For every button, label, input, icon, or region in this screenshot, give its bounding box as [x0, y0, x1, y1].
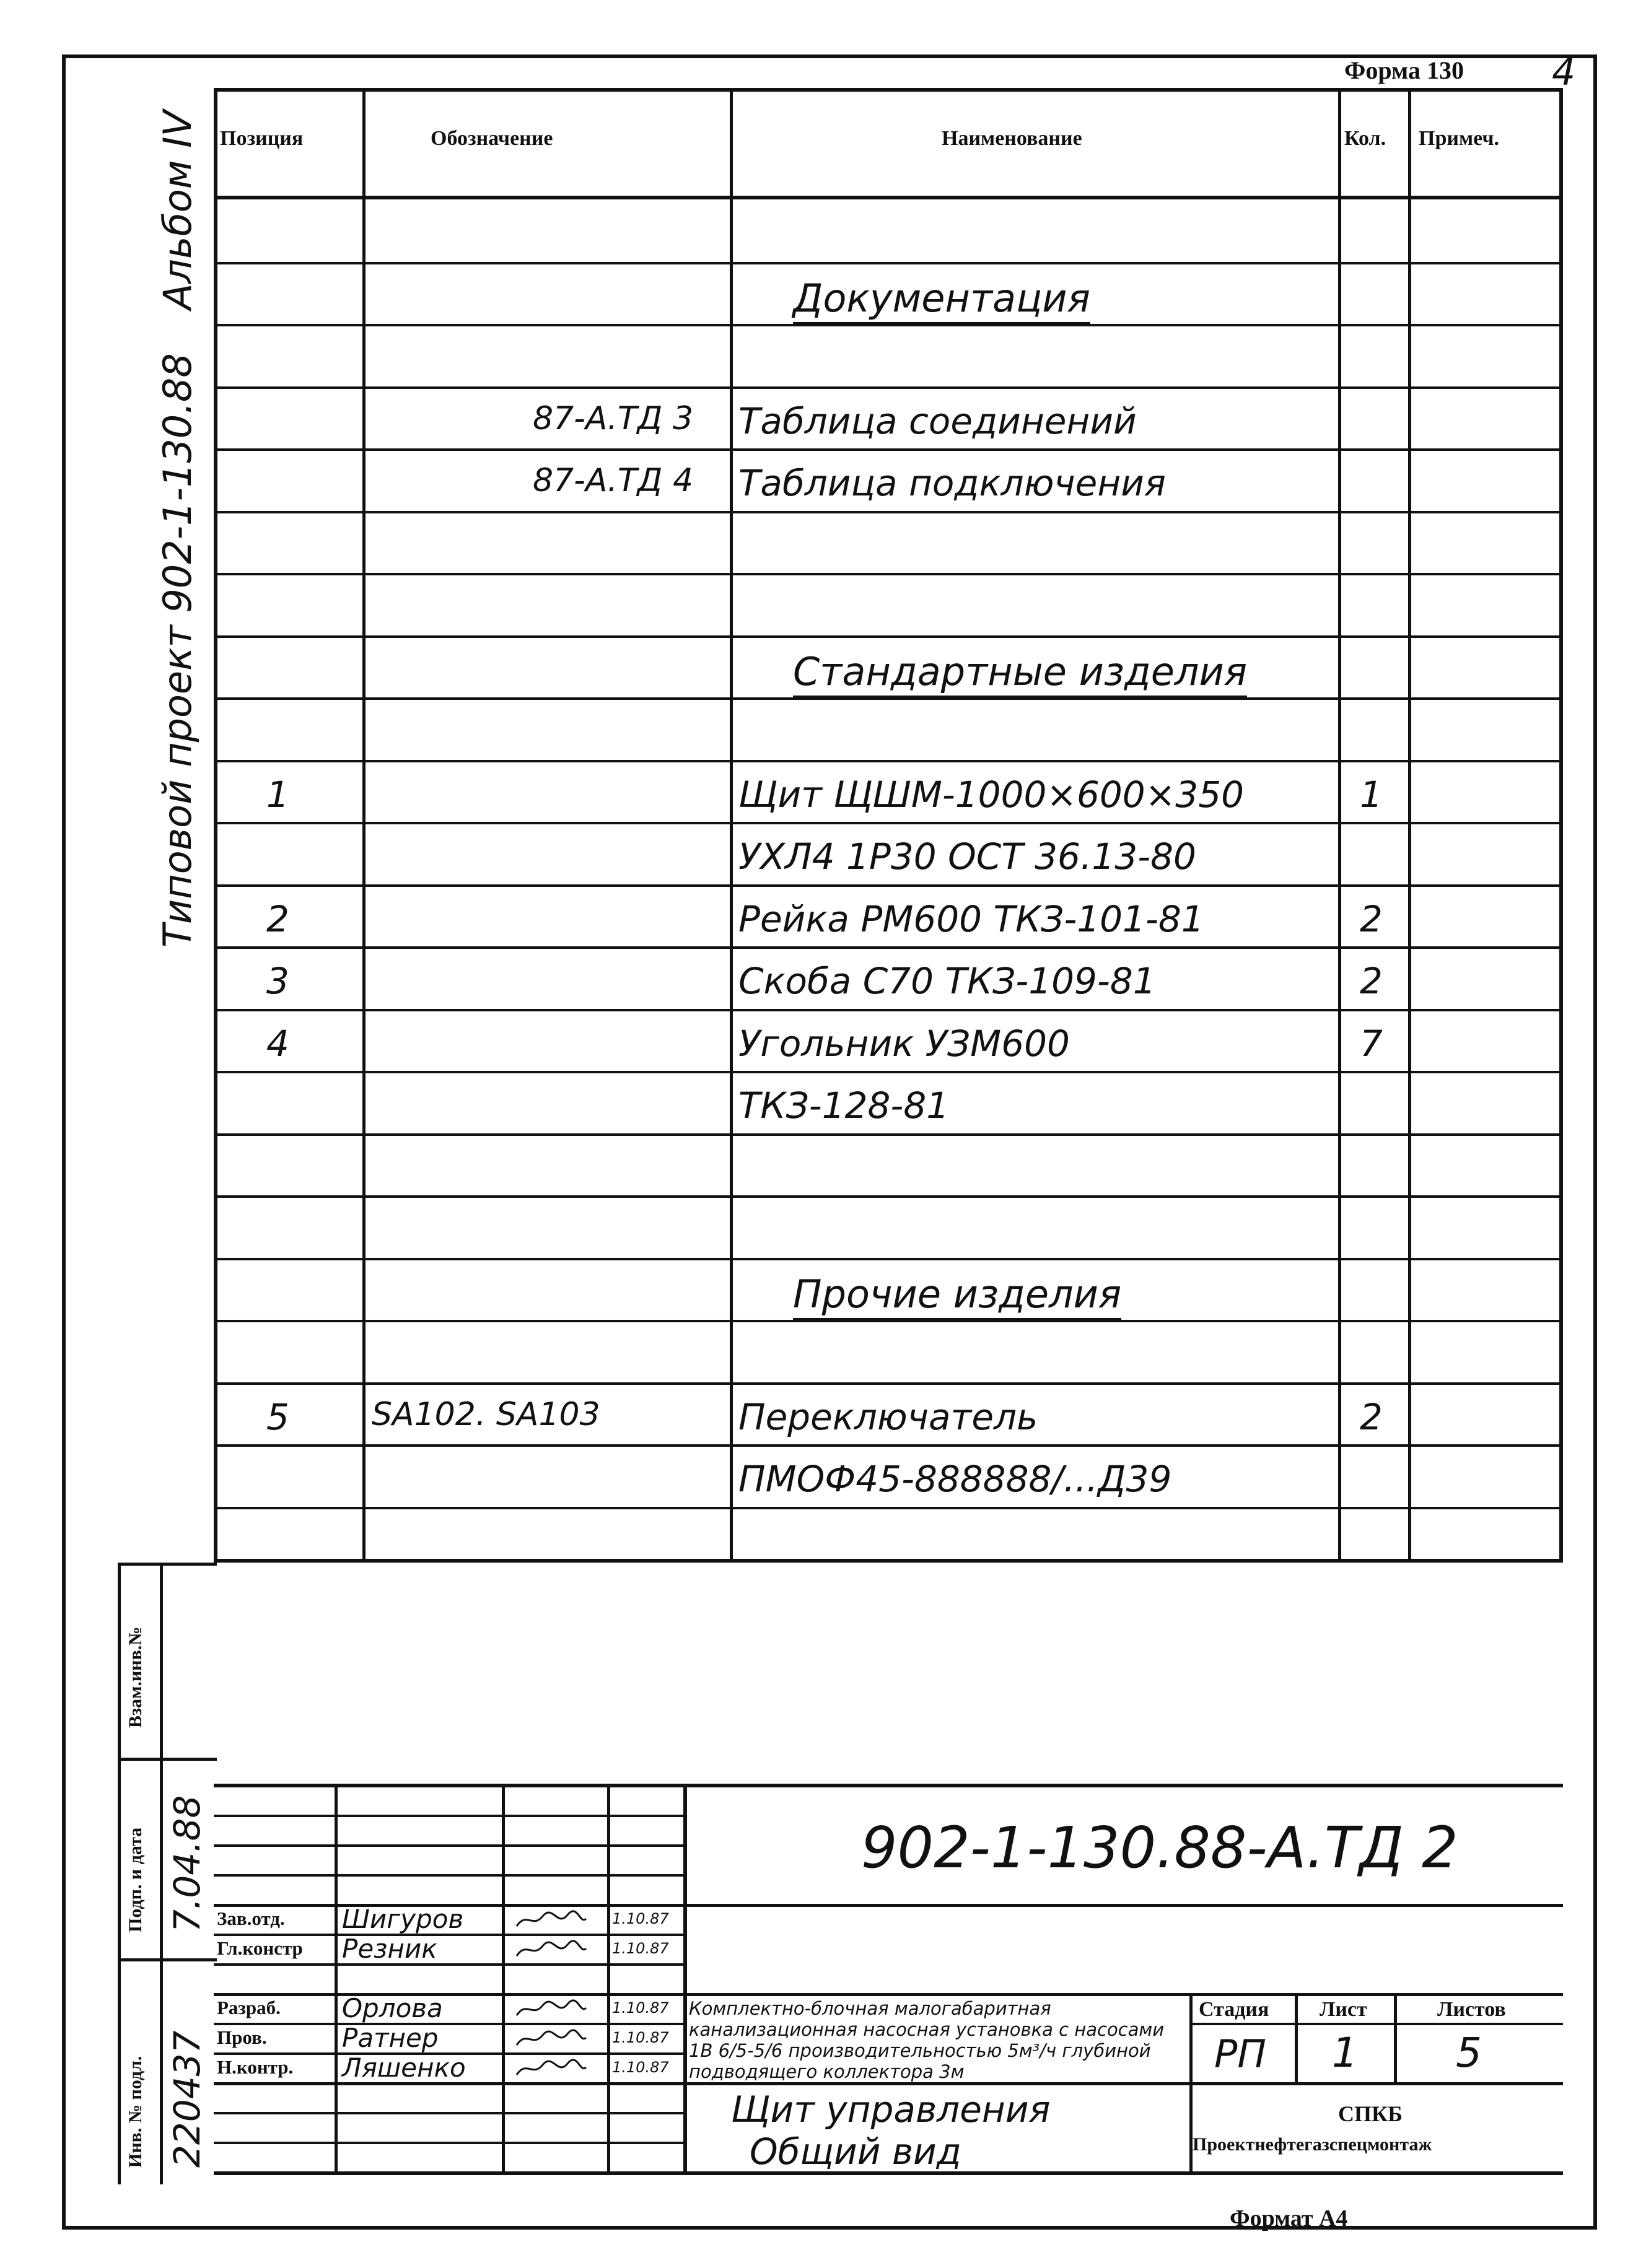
role-surname: Ляшенко [342, 2052, 466, 2083]
col-divider [1338, 88, 1341, 1563]
page-mark: 4 [1552, 51, 1576, 94]
row-divider [214, 635, 1563, 638]
stamp-hline [118, 1958, 217, 1961]
doc-title-line1: Щит управления [731, 2088, 1051, 2131]
col-header-position: Позиция [220, 127, 304, 150]
tb-vline [683, 1784, 687, 2175]
tb-hline [214, 2112, 683, 2114]
section-heading: Стандартные изделия [793, 649, 1247, 698]
sheet-label: Лист [1320, 1998, 1367, 2021]
row-position: 5 [266, 1396, 289, 1438]
row-name: УХЛ4 1Р30 ОСТ 36.13-80 [738, 835, 1196, 878]
role-surname: Резник [342, 1934, 437, 1964]
role-label: Пров. [217, 2026, 267, 2048]
row-divider [214, 1382, 1563, 1385]
role-label: Зав.отд. [217, 1908, 285, 1929]
header-divider [214, 196, 1563, 199]
role-label: Разраб. [217, 1997, 281, 2018]
row-divider [214, 946, 1563, 949]
row-position: 1 [266, 774, 289, 816]
stamp-top [118, 1563, 217, 1566]
tb-hline [214, 1844, 683, 1847]
role-date: 1.10.87 [612, 2059, 669, 2076]
section-heading: Прочие изделия [793, 1271, 1121, 1320]
inv-value: 220437 [166, 2030, 208, 2168]
row-divider [214, 448, 1563, 451]
row-designation: 87-А.ТД 3 [533, 400, 694, 437]
signature-mark [514, 1940, 589, 1960]
stage-label: Стадия [1199, 1998, 1269, 2021]
row-divider [214, 1258, 1563, 1260]
sheets-value: 5 [1456, 2029, 1482, 2077]
row-position: 3 [266, 960, 289, 1002]
row-name: Переключатель [738, 1396, 1038, 1438]
role-date: 1.10.87 [612, 1910, 669, 1927]
tb-hline [214, 1874, 683, 1877]
row-divider [214, 884, 1563, 887]
stamp-divider [160, 1563, 163, 2184]
signature-mark [514, 1910, 589, 1930]
row-name: Рейка РМ600 ТКЗ-101-81 [738, 898, 1204, 940]
tb-vline [1394, 1993, 1397, 2083]
signature-mark [514, 2059, 589, 2078]
col-header-note: Примеч. [1419, 127, 1500, 150]
section-heading: Документация [793, 276, 1090, 325]
role-label: Н.контр. [217, 2056, 294, 2078]
row-divider [214, 1444, 1563, 1447]
org-full-name: Проектнефтегазспецмонтаж [1193, 2134, 1432, 2155]
col-divider [730, 88, 733, 1563]
row-divider [214, 1071, 1563, 1073]
row-position: 4 [266, 1023, 289, 1065]
stage-value: РП [1214, 2031, 1267, 2077]
org-name: СПКБ [1338, 2101, 1403, 2126]
tb-hline [1189, 2023, 1563, 2025]
row-divider [214, 386, 1563, 389]
tb-top [214, 1784, 1563, 1787]
row-divider [214, 1133, 1563, 1136]
stamp-hline [118, 1758, 217, 1761]
col-header-qty: Кол. [1344, 127, 1386, 150]
row-divider [214, 822, 1563, 824]
row-divider [214, 1009, 1563, 1011]
inv-label: Инв. № подл. [125, 2056, 146, 2168]
tb-hline [214, 2142, 683, 2144]
row-designation: 87-А.ТД 4 [533, 462, 694, 499]
tb-vline [502, 1784, 505, 2175]
row-qty: 2 [1360, 960, 1383, 1002]
row-name: ТКЗ-128-81 [738, 1084, 950, 1127]
row-divider [214, 1195, 1563, 1198]
row-designation: SA102. SA103 [372, 1396, 600, 1433]
row-position: 2 [266, 898, 289, 940]
doc-title-line2: Общий вид [750, 2131, 961, 2173]
row-name: Скоба С70 ТКЗ-109-81 [738, 960, 1156, 1002]
tb-hline [214, 1963, 683, 1966]
role-surname: Орлова [342, 1993, 443, 2023]
tb-vline [335, 1784, 338, 2175]
project-label: Типовой проект 902-1-130.88 [155, 353, 200, 948]
row-divider [214, 262, 1563, 264]
row-name: Таблица подключения [738, 462, 1166, 504]
col-divider [1408, 88, 1411, 1563]
row-qty: 2 [1360, 1396, 1383, 1438]
sheets-label: Листов [1437, 1998, 1506, 2021]
role-label: Гл.констр [217, 1937, 303, 1959]
signature-mark [514, 2029, 589, 2049]
row-qty: 2 [1360, 898, 1383, 940]
row-name: ПМОФ45-888888/...Д39 [738, 1458, 1172, 1500]
row-name: Таблица соединений [738, 400, 1137, 442]
row-divider [214, 1507, 1563, 1509]
signature-mark [514, 1999, 589, 2019]
role-surname: Ратнер [342, 2023, 439, 2053]
swap-inv-label: Взам.инв.№ [125, 1626, 146, 1728]
role-date: 1.10.87 [612, 1999, 669, 2017]
row-name: Угольник УЗМ600 [738, 1023, 1070, 1065]
project-description: Комплектно-блочная малогабаритная канализационная насосная установка с насосами 1В 6/5-5/6 производительностью 5м³/ч глубиной подводящего коллектора 3м [689, 1998, 1165, 2082]
sign-date-value: 7.04.88 [166, 1795, 208, 1932]
tb-vline [1295, 1993, 1298, 2083]
row-qty: 1 [1360, 774, 1383, 816]
col-header-name: Наименование [942, 127, 1082, 150]
doc-code: 902-1-130.88-А.ТД 2 [861, 1815, 1458, 1881]
row-divider [214, 573, 1563, 575]
stamp-left-edge [118, 1563, 121, 2184]
role-date: 1.10.87 [612, 2029, 669, 2046]
role-date: 1.10.87 [612, 1940, 669, 1957]
album-label: Альбом IV [155, 110, 200, 310]
tb-vline [607, 1784, 610, 2175]
col-divider [362, 88, 366, 1563]
row-name: Щит ЩШМ-1000×600×350 [738, 774, 1244, 816]
tb-hline [214, 1815, 683, 1817]
col-header-designation: Обозначение [431, 127, 553, 150]
row-divider [214, 511, 1563, 513]
row-qty: 7 [1360, 1023, 1383, 1065]
format-label: Формат А4 [1230, 2205, 1348, 2231]
sheet-value: 1 [1332, 2029, 1358, 2077]
sign-date-label: Подп. и дата [125, 1827, 146, 1932]
role-surname: Шигуров [342, 1904, 464, 1934]
form-label: Форма 130 [1344, 56, 1464, 84]
tb-hline [214, 2023, 683, 2025]
row-divider [214, 760, 1563, 762]
